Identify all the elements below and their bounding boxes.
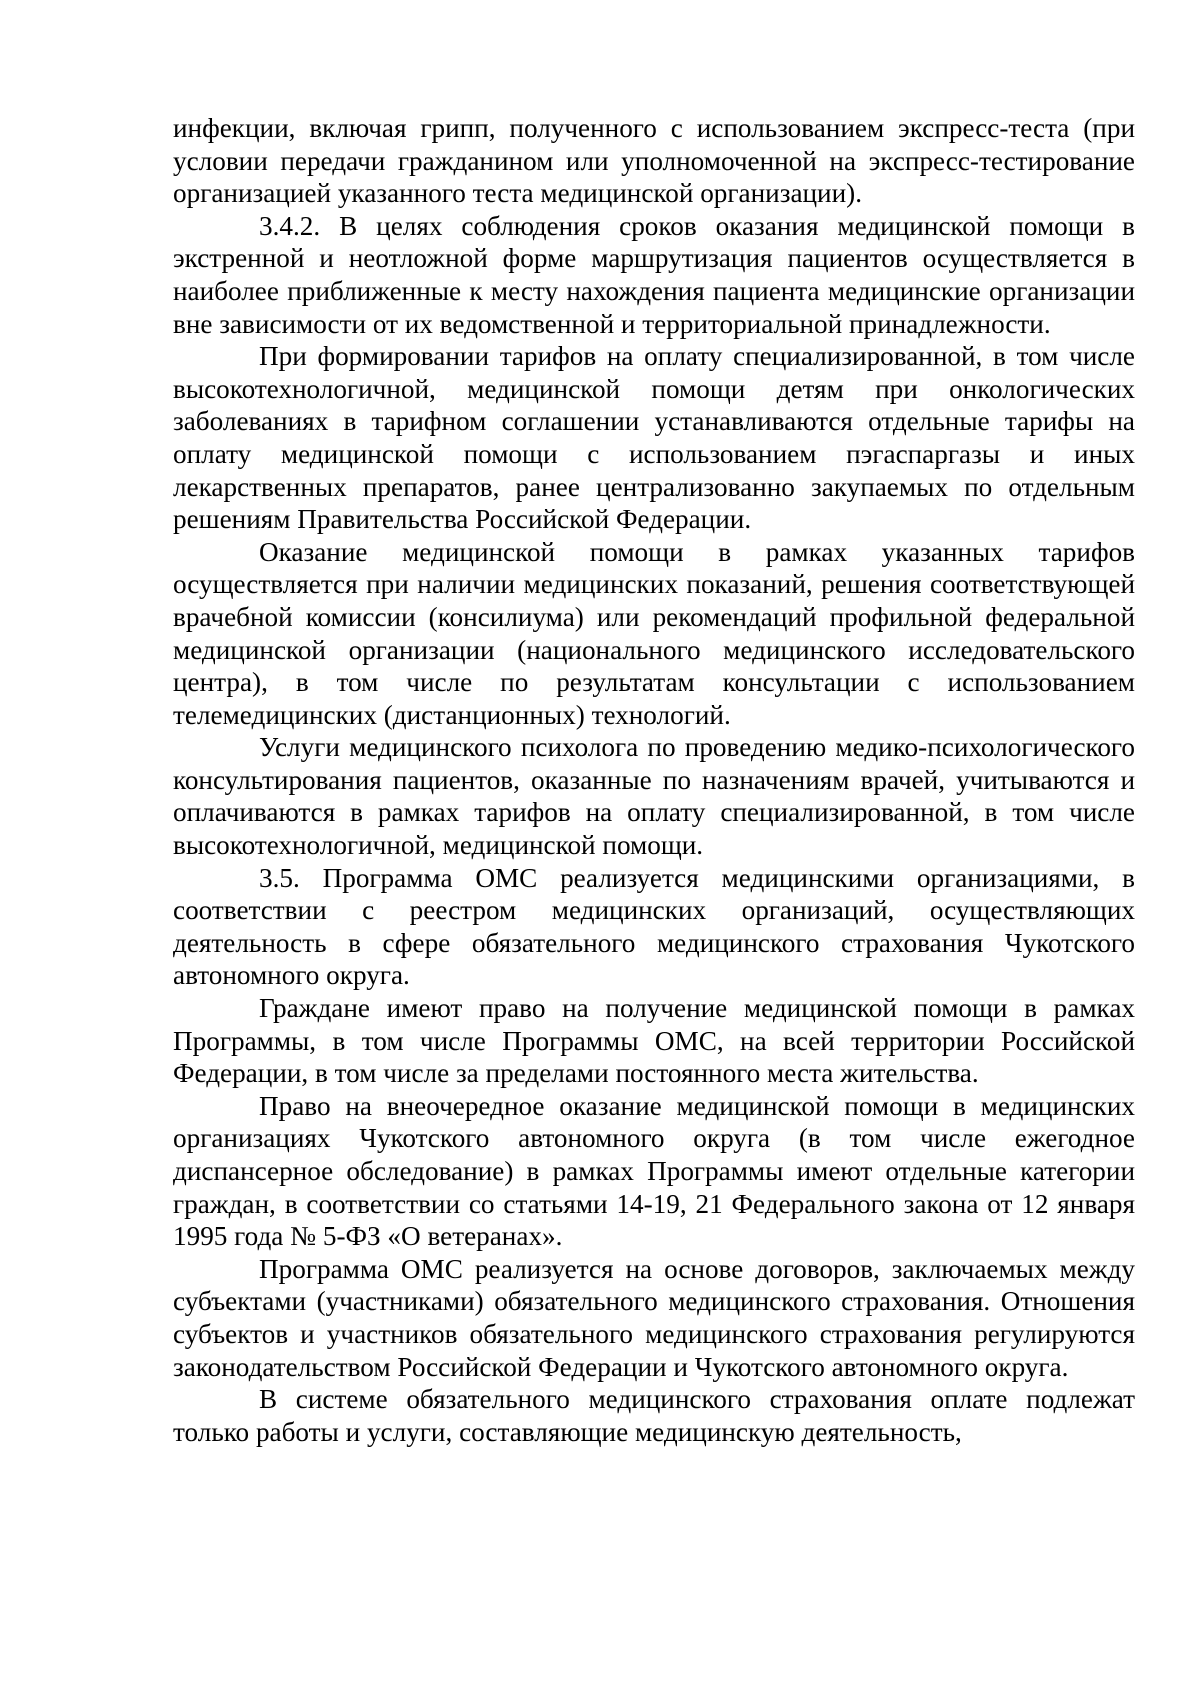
document-page bbox=[173, 112, 1135, 1448]
paragraph-psychologist-services: Услуги медицинского психолога по проведению медико-психологического консультирования пациентов, оказанные по назначениям врачей, учитываются и оплачиваются в рамках тарифов на оплату специализированной, в том числе высокотехнологичной, медицинской помощи. bbox=[173, 732, 1135, 861]
paragraph-tariffs-oncology: При формировании тарифов на оплату специализированной, в том числе высокотехнологичной, медицинской помощи детям при онкологических заболеваниях в тарифном соглашении устанавливаются отдельные тарифы на оплату медицинской помощи с использованием пэгаспаргазы и иных лекарственных препаратов, ранее централизованно закупаемых по отдельным решениям Правительства Российской Федерации. bbox=[173, 341, 1135, 535]
paragraph-priority-care: Право на внеочередное оказание медицинской помощи в медицинских организациях Чукотского автономного округа (в том числе ежегодное диспансерное обследование) в рамках Программы имеют отдельные категории граждан, в соответствии со статьями 14-19, 21 Федерального закона от 12 января 1995 года № 5-ФЗ «О ветеранах». bbox=[173, 1090, 1135, 1252]
paragraph-medical-indications: Оказание медицинской помощи в рамках указанных тарифов осуществляется при наличии медицинских показаний, решения соответствующей врачебной комиссии (консилиума) или рекомендаций профильной федеральной медицинской организации (национального медицинского исследовательского центра), в том числе по результатам консультации с использованием телемедицинских (дистанционных) технологий. bbox=[173, 536, 1135, 730]
paragraph-contracts: Программа ОМС реализуется на основе договоров, заключаемых между субъектами (участниками) обязательного медицинского страхования. Отношения субъектов и участников обязательного медицинского страхования регулируются законодательством Российской Федерации и Чукотского автономного округа. bbox=[173, 1253, 1135, 1382]
paragraph-3-5-oms-program: 3.5. Программа ОМС реализуется медицинскими организациями, в соответствии с реестром медицинских организаций, осуществляющих деятельность в сфере обязательного медицинского страхования Чукотского автономного округа. bbox=[173, 862, 1135, 991]
paragraph-continuation-infections: инфекции, включая грипп, полученного с использованием экспресс-теста (при условии передачи гражданином или уполномоченной на экспресс-тестирование организацией указанного теста медицинской организации). bbox=[173, 113, 1135, 209]
paragraph-citizens-rights: Граждане имеют право на получение медицинской помощи в рамках Программы, в том числе Программы ОМС, на всей территории Российской Федерации, в том числе за пределами постоянного места жительства. bbox=[173, 993, 1135, 1089]
paragraph-payment-scope: В системе обязательного медицинского страхования оплате подлежат только работы и услуги, составляющие медицинскую деятельность, bbox=[173, 1384, 1135, 1447]
paragraph-3-4-2-routing: 3.4.2. В целях соблюдения сроков оказания медицинской помощи в экстренной и неотложной форме маршрутизация пациентов осуществляется в наиболее приближенные к месту нахождения пациента медицинские организации вне зависимости от их ведомственной и территориальной принадлежности. bbox=[173, 210, 1135, 339]
